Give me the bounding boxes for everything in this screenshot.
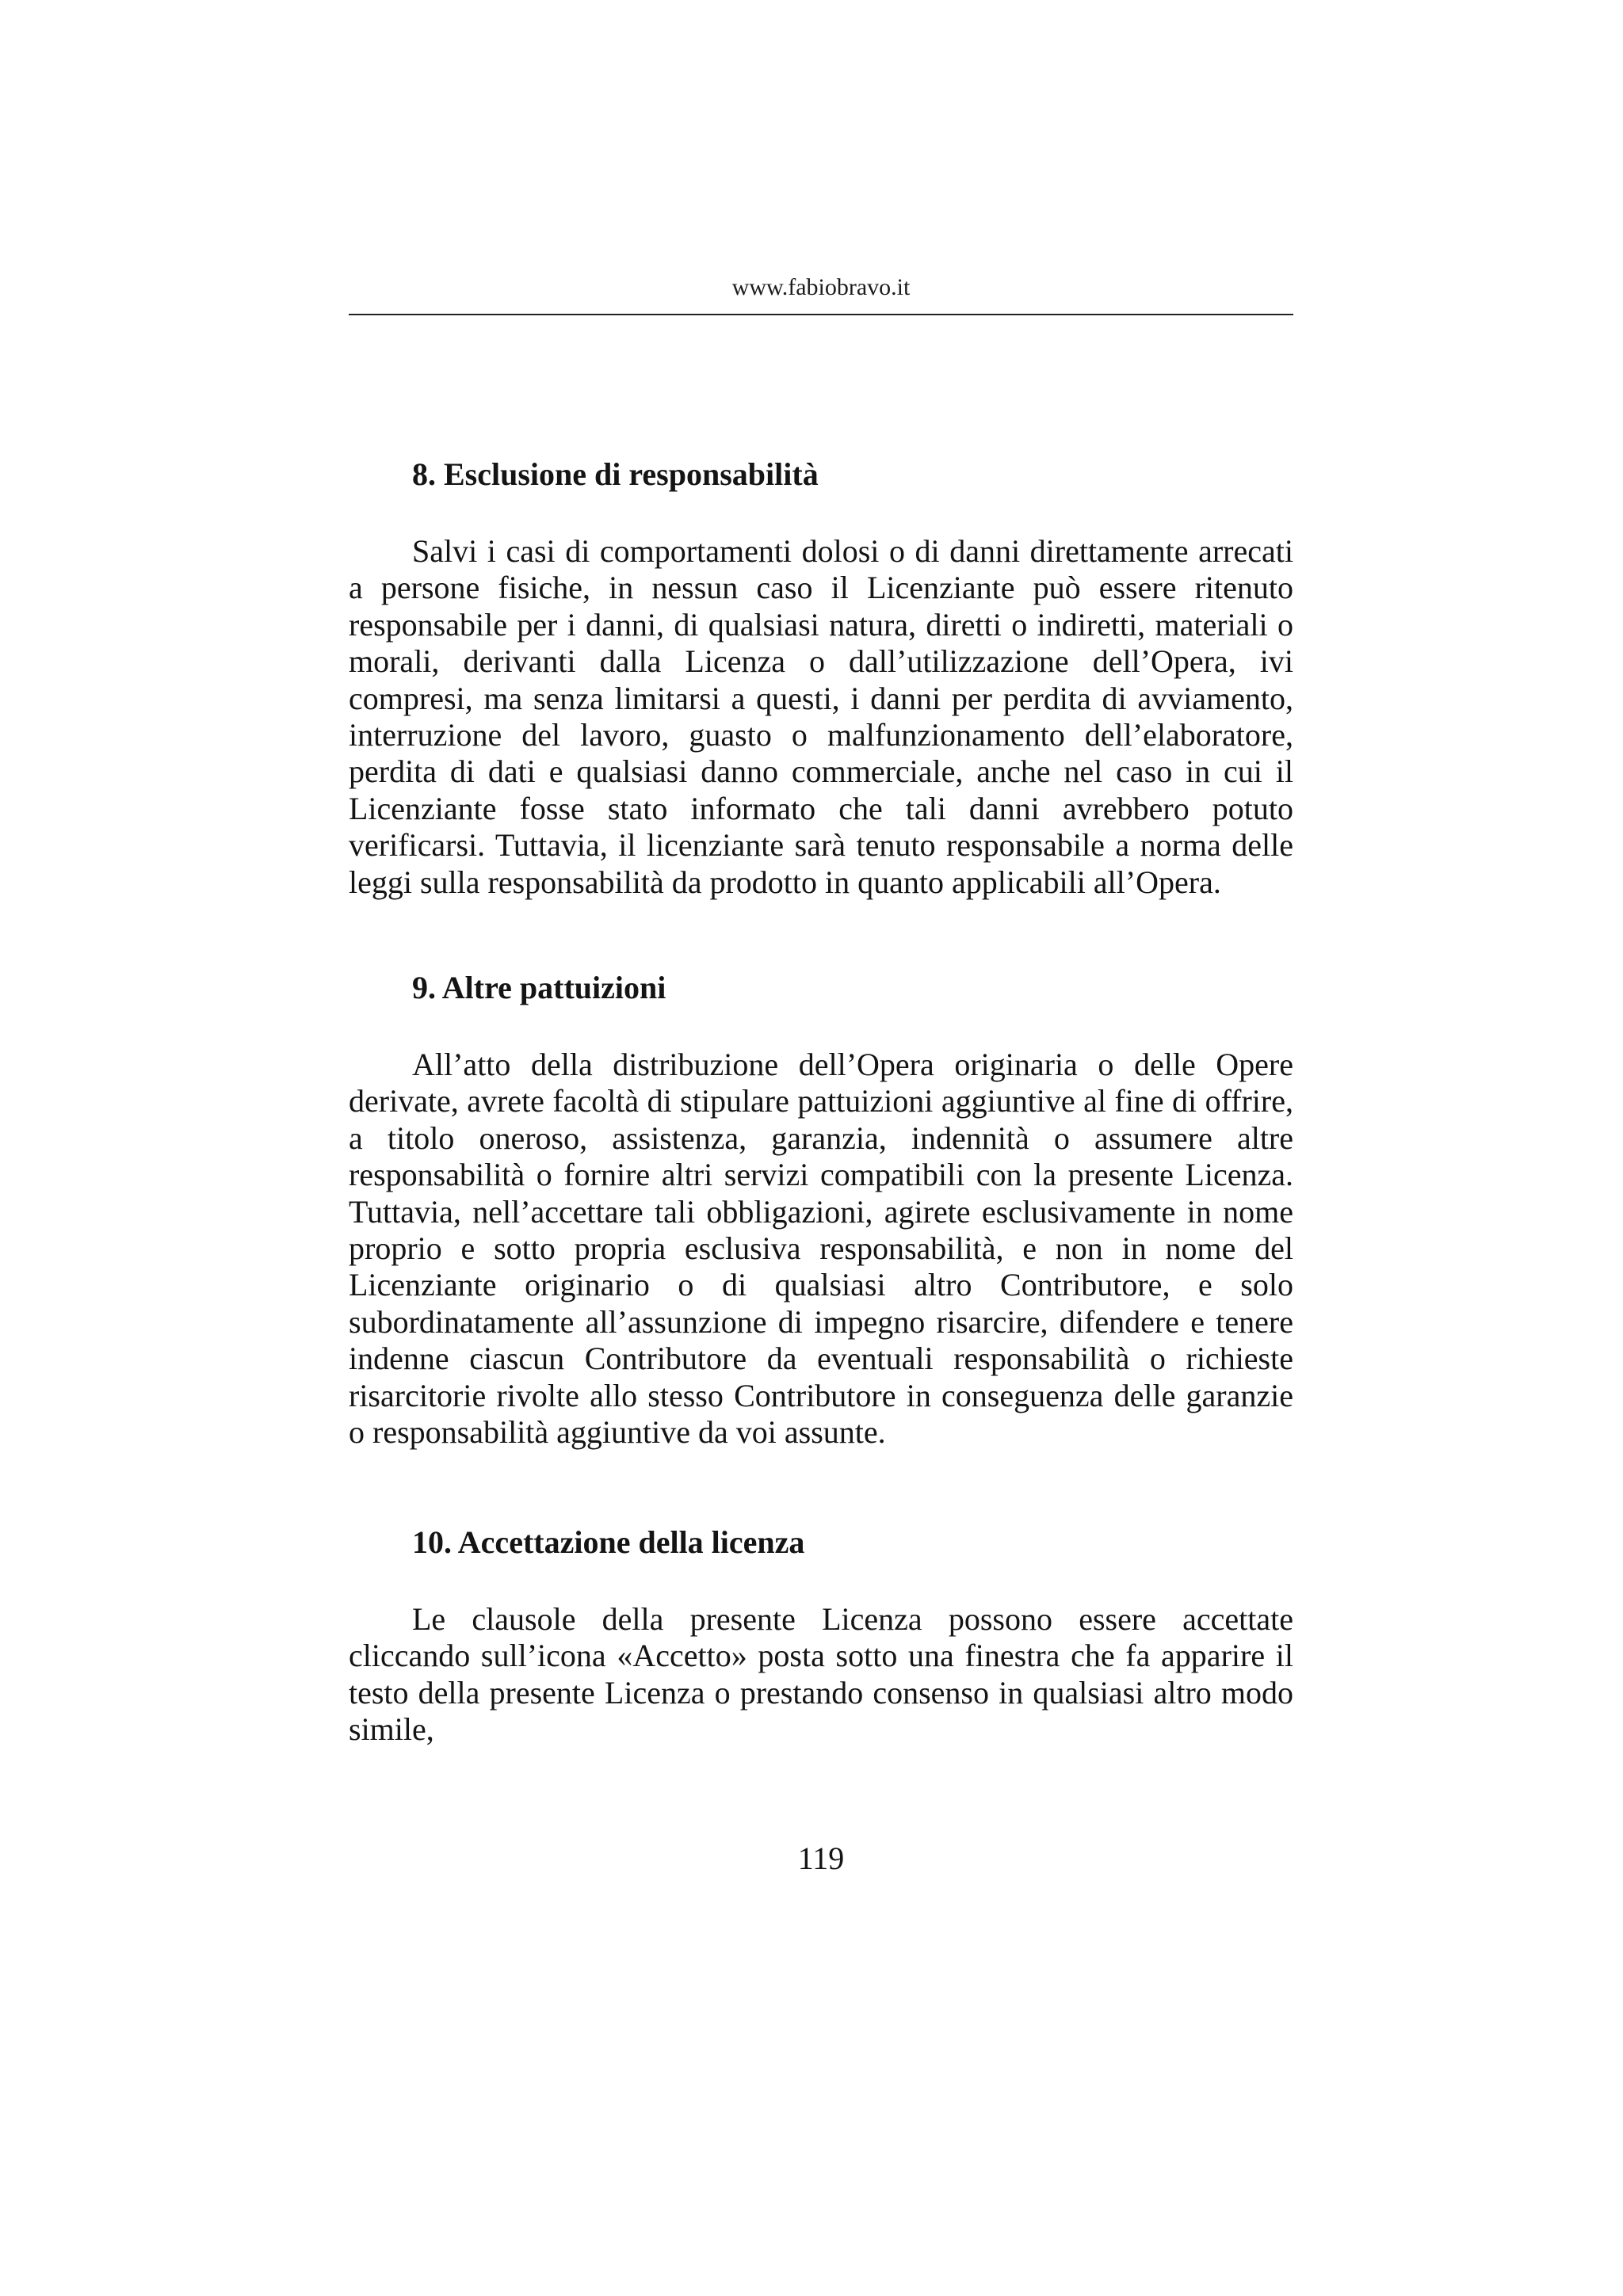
page-number: 119 [797, 1840, 845, 1876]
header-rule [349, 314, 1293, 315]
section-paragraph: Salvi i casi di comportamenti dolosi o di danni direttamente arrecati a persone fisiche, in nessun caso il Licenziante può essere ritenuto responsabile per i danni, di qualsiasi natura, diretti o indiretti, materiali o morali, derivanti dalla Licenza o dall’utilizzazione dell’Opera, ivi compresi, ma senza limitarsi a questi, i danni per perdita di avviamento, interruzione del lavoro, guasto o malfunzionamento dell’elaboratore, perdita di dati e qualsiasi danno commerciale, anche nel caso in cui il Licenziante fosse stato informato che tali danni avrebbero potuto verificarsi. Tuttavia, il licenziante sarà tenuto responsabile a norma delle leggi sulla responsabilità da prodotto in quanto applicabili all’Opera. [349, 533, 1293, 900]
section-license-acceptance [349, 1524, 1293, 1749]
section-paragraph: All’atto della distribuzione dell’Opera originaria o delle Opere derivate, avrete facoltà di stipulare pattuizioni aggiuntive al fine di offrire, a titolo oneroso, assistenza, garanzia, indennità o assumere altre responsabilità o fornire altri servizi compatibili con la presente Licenza. Tuttavia, nell’accettare tali obbligazioni, agirete esclusivamente in nome proprio e sotto propria esclusiva responsabilità, e non in nome del Licenziante originario o di qualsiasi altro Contributore, e solo subordinatamente all’assunzione di impegno risarcire, difendere e tenere indenne ciascun Contributore da eventuali responsabilità o richieste risarcitorie rivolte allo stesso Contributore in conseguenza delle garanzie o responsabilità aggiuntive da voi assunte. [349, 1047, 1293, 1451]
section-other-agreements [349, 969, 1293, 1451]
section-exclusion-of-liability [349, 456, 1293, 901]
section-paragraph: Le clausole della presente Licenza possono essere accettate cliccando sull’icona «Accetto» posta sotto una finestra che fa apparire il testo della presente Licenza o prestando consenso in qualsiasi altro modo simile, [349, 1601, 1293, 1748]
section-heading: 10. Accettazione della licenza [412, 1524, 805, 1560]
running-header-website: www.fabiobravo.it [731, 274, 911, 300]
section-heading: 9. Altre pattuizioni [412, 970, 666, 1005]
section-heading: 8. Esclusione di responsabilità [412, 456, 819, 492]
